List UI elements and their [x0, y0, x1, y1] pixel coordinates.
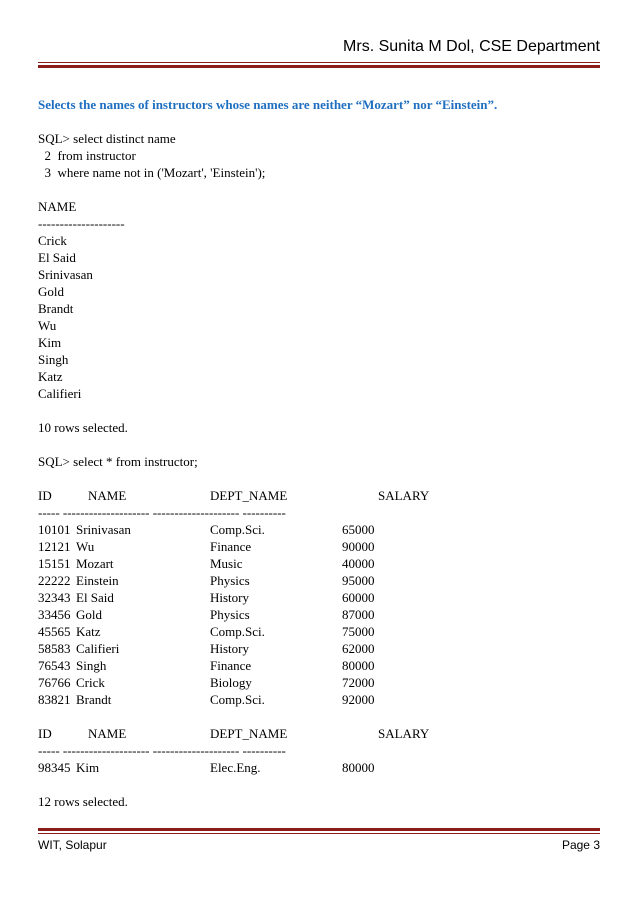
page-content — [38, 96, 598, 810]
cell-dept: Physics — [210, 607, 250, 622]
cell-dept: Biology — [210, 675, 252, 690]
column-header: ID — [38, 726, 52, 741]
column-header: NAME — [88, 726, 127, 741]
header-title: Mrs. Sunita M Dol, CSE Department — [343, 38, 600, 55]
table-row — [38, 674, 438, 691]
table-row — [38, 657, 438, 674]
cell-salary: 65000 — [342, 522, 375, 537]
cell-salary: 80000 — [342, 760, 375, 775]
result-column-header: NAME — [38, 199, 77, 214]
cell-name: Mozart — [76, 556, 114, 571]
cell-salary: 75000 — [342, 624, 375, 639]
column-header: SALARY — [378, 488, 430, 503]
result-row: Katz — [38, 369, 63, 384]
cell-salary: 90000 — [342, 539, 375, 554]
result-separator: -------------------- — [38, 216, 125, 231]
cell-id: 15151 — [38, 556, 71, 571]
result-row: Wu — [38, 318, 57, 333]
cell-salary: 62000 — [342, 641, 375, 656]
sql-line: SQL> select * from instructor; — [38, 454, 198, 469]
header-rule-thin — [38, 62, 600, 63]
cell-id: 10101 — [38, 522, 71, 537]
column-header: NAME — [88, 488, 127, 503]
page-number: Page 3 — [561, 838, 600, 852]
cell-id: 58583 — [38, 641, 71, 656]
cell-dept: History — [210, 641, 249, 656]
result-row: Califieri — [38, 386, 82, 401]
query1-result — [38, 198, 598, 402]
table-separator: ----- -------------------- -------------------- ---------- — [38, 743, 286, 758]
cell-dept: Comp.Sci. — [210, 522, 265, 537]
cell-name: Kim — [76, 760, 100, 775]
cell-dept: Music — [210, 556, 243, 571]
cell-name: Gold — [76, 607, 102, 622]
column-header: DEPT_NAME — [210, 488, 288, 503]
table-row — [38, 521, 438, 538]
cell-name: Srinivasan — [76, 522, 131, 537]
table-row — [38, 691, 438, 708]
table-row — [38, 555, 438, 572]
cell-id: 32343 — [38, 590, 71, 605]
cell-id: 83821 — [38, 692, 71, 707]
cell-dept: Elec.Eng. — [210, 760, 261, 775]
column-header: ID — [38, 488, 52, 503]
table-header-row — [38, 725, 438, 742]
footer-rule-thin — [38, 833, 600, 834]
section-heading: Selects the names of instructors whose names are neither “Mozart” nor “Einstein”. — [38, 97, 498, 112]
footer-institution: WIT, Solapur — [38, 838, 107, 852]
sql-line: SQL> select distinct name — [38, 131, 176, 146]
result-row: Brandt — [38, 301, 74, 316]
cell-salary: 92000 — [342, 692, 375, 707]
cell-dept: Physics — [210, 573, 250, 588]
cell-id: 45565 — [38, 624, 71, 639]
table-row — [38, 606, 438, 623]
cell-dept: Finance — [210, 539, 252, 554]
cell-salary: 80000 — [342, 658, 375, 673]
cell-salary: 72000 — [342, 675, 375, 690]
table-row — [38, 572, 438, 589]
cell-salary: 95000 — [342, 573, 375, 588]
cell-id: 33456 — [38, 607, 71, 622]
footer-rule-thick — [38, 828, 600, 831]
cell-salary: 40000 — [342, 556, 375, 571]
cell-name: El Said — [76, 590, 114, 605]
cell-name: Singh — [76, 658, 107, 673]
column-header: SALARY — [378, 726, 430, 741]
table-row — [38, 759, 438, 776]
column-header: DEPT_NAME — [210, 726, 288, 741]
table-header-row — [38, 487, 438, 504]
cell-name: Crick — [76, 675, 105, 690]
cell-name: Katz — [76, 624, 101, 639]
sql-line: 2 from instructor — [38, 148, 136, 163]
result-row: Singh — [38, 352, 69, 367]
cell-id: 76543 — [38, 658, 71, 673]
cell-name: Brandt — [76, 692, 112, 707]
header-rule-thick — [38, 65, 600, 68]
cell-salary: 60000 — [342, 590, 375, 605]
cell-name: Califieri — [76, 641, 120, 656]
cell-dept: Comp.Sci. — [210, 624, 265, 639]
result-row: Srinivasan — [38, 267, 93, 282]
cell-name: Wu — [76, 539, 95, 554]
cell-salary: 87000 — [342, 607, 375, 622]
instructor-table — [38, 487, 438, 708]
table-row — [38, 623, 438, 640]
query1-sql — [38, 130, 598, 181]
cell-id: 12121 — [38, 539, 71, 554]
result-row: El Said — [38, 250, 76, 265]
cell-dept: Finance — [210, 658, 252, 673]
row-count: 10 rows selected. — [38, 420, 128, 435]
result-row: Gold — [38, 284, 64, 299]
table-separator: ----- -------------------- -------------------- ---------- — [38, 505, 286, 520]
cell-name: Einstein — [76, 573, 119, 588]
table-row — [38, 640, 438, 657]
instructor-table-continued — [38, 725, 438, 776]
result-row: Crick — [38, 233, 67, 248]
cell-id: 22222 — [38, 573, 71, 588]
cell-id: 98345 — [38, 760, 71, 775]
cell-dept: History — [210, 590, 249, 605]
cell-dept: Comp.Sci. — [210, 692, 265, 707]
table-row — [38, 589, 438, 606]
cell-id: 76766 — [38, 675, 71, 690]
sql-line: 3 where name not in ('Mozart', 'Einstein'); — [38, 165, 266, 180]
row-count: 12 rows selected. — [38, 794, 128, 809]
table-row — [38, 538, 438, 555]
result-row: Kim — [38, 335, 62, 350]
